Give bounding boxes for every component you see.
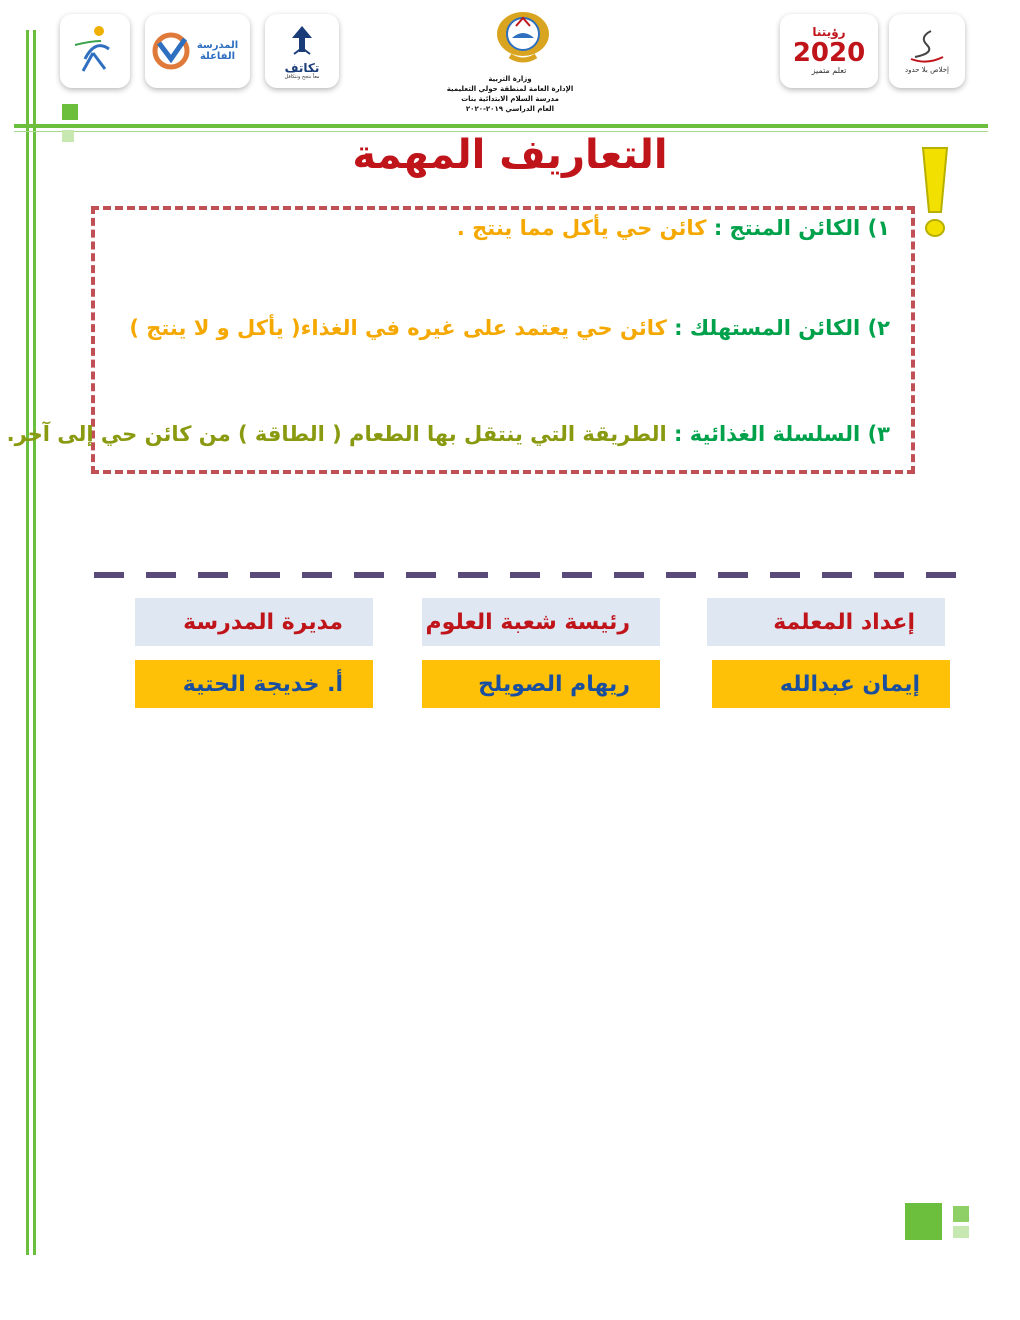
school-logo-text: المدرسة الفاعلة	[196, 40, 239, 62]
runner-logo-icon	[65, 19, 125, 83]
page-title: التعاريف المهمة	[352, 132, 668, 178]
exclamation-icon	[918, 144, 952, 240]
header-line-school: مدرسة السلام الابتدائية بنات	[461, 95, 559, 103]
school-logo-icon	[151, 29, 191, 73]
credit-name-principal: أ. خديجة الحتية	[135, 660, 373, 708]
swan-logo-icon	[905, 27, 949, 67]
definition-colon: :	[674, 422, 683, 446]
credit-role-head: رئيسة شعبة العلوم	[422, 598, 660, 646]
vision-title: رؤيتنا	[812, 24, 846, 39]
header-lines	[420, 74, 600, 114]
vision-year: 2020	[792, 37, 866, 68]
header-line-ministry: وزارة التربية	[488, 75, 532, 83]
definition-term: الكائن المنتج	[729, 216, 861, 240]
logo-runner	[60, 14, 130, 88]
definition-term: الكائن المستهلك	[689, 316, 861, 340]
definition-number: ٣)	[867, 422, 890, 446]
credit-name-head: ريهام الصويلح	[422, 660, 660, 708]
vision-subtext: تعلم متميز	[811, 66, 847, 76]
corner-square-small	[62, 130, 74, 142]
school-badge-text: إخلاص بلا حدود	[905, 66, 949, 75]
arrow-up-icon	[282, 22, 322, 62]
definition-colon: :	[713, 216, 723, 240]
definition-number: ١)	[867, 216, 890, 240]
logo-vision-2020	[780, 14, 878, 88]
definition-colon: :	[674, 316, 683, 340]
credit-role-principal: مديرة المدرسة	[135, 598, 373, 646]
credit-role-teacher: إعداد المعلمة	[707, 598, 945, 646]
credit-name-teacher: إيمان عبدالله	[712, 660, 950, 708]
definition-number: ٢)	[867, 316, 890, 340]
takatof-subtext: معاً نتجح ونتكافل	[284, 73, 320, 80]
logo-effective-school	[145, 14, 250, 88]
corner-square	[62, 104, 78, 120]
definition-producer	[457, 216, 890, 240]
kuwait-emblem-icon	[490, 8, 556, 70]
definition-body: كائن حي يعتمد على غيره في الغذاء( يأكل و لا ينتج )	[129, 316, 667, 340]
header-line-year: العام الدراسي ٢٠١٩-٢٠٢٠	[465, 105, 555, 113]
footer-square-large	[905, 1203, 942, 1240]
section-divider	[94, 572, 964, 578]
header-divider	[14, 124, 988, 128]
kuwait-emblem	[490, 8, 556, 70]
definition-term: السلسلة الغذائية	[689, 422, 861, 446]
logo-school-badge	[889, 14, 965, 88]
footer-square-tiny	[953, 1226, 969, 1238]
header-line-region: الإدارة العامة لمنطقة حولي التعليمية	[446, 85, 574, 93]
footer-square-small	[953, 1206, 969, 1222]
definition-consumer	[129, 316, 890, 340]
definition-body: الطريقة التي ينتقل بها الطعام ( الطاقة ) من كائن حي إلى آخر.	[6, 422, 667, 446]
frame-bar-left-2	[33, 30, 36, 1255]
definition-body: كائن حي يأكل مما ينتج .	[456, 216, 707, 240]
definition-food-chain	[7, 422, 890, 446]
frame-bar-left	[26, 30, 29, 1255]
takatof-text: تكاتف	[284, 60, 320, 75]
logo-takatof	[265, 14, 339, 88]
